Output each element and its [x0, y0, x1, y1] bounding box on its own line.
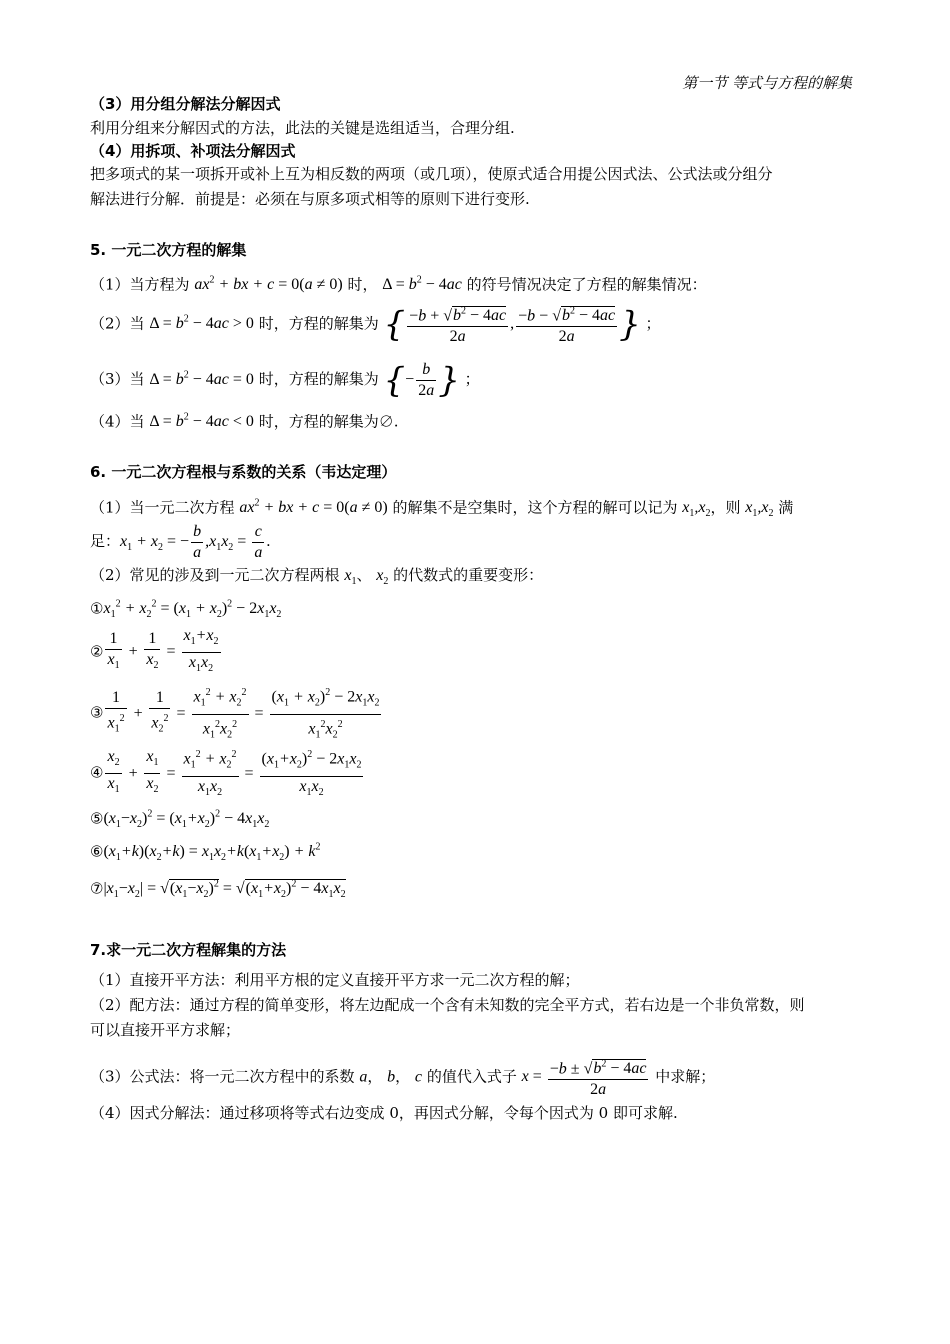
s4-body-line1: 把多项式的某一项拆开或补上互为相反数的两项（或几项），使原式适合用提公因式法、公式法或分组分: [90, 165, 773, 183]
s7-line2a: （2）配方法：通过方程的简单变形，将左边配成一个含有未知数的完全平方式，若右边是一个非负常数，则: [90, 996, 805, 1014]
var-a: a: [359, 1068, 368, 1086]
s5-l3-text-b: 时，方程的解集为: [258, 370, 379, 389]
formula-quadratic-2: $ax^2$ + bx + c = 0(a ≠ 0): [239, 498, 388, 517]
formula-x2: $x_2$: [376, 567, 389, 588]
identity-2: ② $\frac{1}{x_1}$ + $\frac{1}{x_2}$ = $\frac{x_1+x_2}{x_1x_2}$: [90, 627, 219, 675]
formula-roots: $x_1,x_2$: [682, 499, 711, 520]
s5-l2-text-a: （2）当: [90, 314, 145, 333]
s7-line2b: 可以直接开平方求解；: [90, 1021, 241, 1039]
s5-line1: [90, 271, 707, 295]
s6-title: 6. 一元二次方程根与系数的关系（韦达定理）: [90, 463, 397, 481]
identity-3: ③ $\frac{1}{x_1^2}$ + $\frac{1}{x_2^2}$ = $\frac{x_1^2 + x_2^2}{x_1^2x_2^2}$ = $\frac{(x_1 + x_2)^2 - 2x_1x_2}{x_1^2x_2^2}$: [90, 683, 383, 745]
s7-l3-text-b: ，: [367, 1067, 383, 1086]
item-number-5: ⑤: [90, 809, 104, 828]
s3-body: 利用分组来分解因式的方法，此法的关键是选组适当，合理分组.: [90, 119, 515, 137]
s5-l2-text-c: ；: [645, 314, 661, 333]
s6-l1-text-d: 满: [778, 498, 794, 517]
s5-line4: [90, 408, 399, 432]
s6-l1-text-a: （1）当一元二次方程: [90, 498, 235, 517]
s6-l2-text-c: 的代数式的重要变形：: [393, 566, 544, 584]
s5-l3-text-c: ；: [464, 370, 480, 389]
formula-roots-2: $x_1,x_2$: [745, 499, 774, 520]
s7-line3: [90, 1055, 715, 1100]
formula-double-root: {− $\frac{b}{2a}$ }: [383, 360, 460, 401]
formula-quadratic-formula: x = $\frac{-b \pm √b^2 - 4ac}{2a}$: [522, 1068, 651, 1085]
s6-l2-text-a: （2）常见的涉及到一元二次方程两根: [90, 566, 340, 584]
s5-l4-text-b: 时，方程的解集为∅.: [258, 412, 399, 431]
s5-l2-text-b: 时，方程的解集为: [258, 314, 379, 333]
identity-4: ④ $\frac{x_2}{x_1}$ + $\frac{x_1}{x_2}$ = $\frac{x_1^2 + x_2^2}{x_1x_2}$ = $\frac{(x_1+x_2)^2 - 2x_1x_2}{x_1x_2}$: [90, 745, 365, 803]
s7-l3-text-c: ，: [395, 1067, 411, 1086]
s7-title: 7.求一元二次方程解集的方法: [90, 941, 287, 959]
s6-l2-text-b: 、: [356, 566, 372, 584]
s5-title: 5. 一元二次方程的解集: [90, 241, 247, 259]
s6-line1: [90, 494, 793, 525]
formula-vieta: $x_1 + x_2$ = − $\frac{b}{a}$ $,x_1x_2$ = $\frac{c}{a}$ .: [120, 523, 271, 561]
s6-l1-text-c: ，则: [710, 498, 741, 517]
var-b: b: [387, 1068, 396, 1086]
s5-line3: [90, 360, 480, 401]
s7-l3-text-a: （3）公式法：将一元二次方程中的系数: [90, 1067, 355, 1086]
s3-title: （3）用分组分解法分解因式: [90, 95, 281, 113]
s7-line1: （1）直接开平方法：利用平方根的定义直接开平方求一元二次方程的解；: [90, 971, 580, 989]
s7-l3-text-e: 中求解；: [655, 1067, 716, 1086]
identity-1: $①x_1^2 + x_2^2 = (x_1 + x_2)^2 - 2x_1x_2$: [90, 599, 282, 621]
formula-delta-zero: $\Delta = b^2 - 4ac = 0$: [149, 369, 254, 389]
identity-5: $⑤(x_1-x_2)^2 = (x_1+x_2)^2 - 4x_1x_2$: [90, 809, 270, 831]
item-number-2: ②: [90, 642, 104, 661]
formula-discriminant: $\Delta = b^2 - 4ac$: [382, 275, 462, 294]
var-c: c: [414, 1068, 423, 1086]
s5-line2: [90, 302, 661, 347]
formula-quadratic: $ax^2$ + bx + c = 0(a ≠ 0): [194, 275, 343, 294]
s6-line2: [90, 565, 543, 592]
item-number-6: ⑥: [90, 842, 104, 861]
item-number-3: ③: [90, 703, 104, 722]
formula-delta-positive: $\Delta = b^2 - 4ac > 0$: [149, 314, 254, 333]
s4-title: （4）用拆项、补项法分解因式: [90, 142, 296, 160]
identity-7: $⑦|x_1-x_2| = √(x_1-x_2)^2 = √(x_1+x_2)^2 - 4x_1x_2$: [90, 879, 346, 901]
s5-l3-text-a: （3）当: [90, 370, 145, 389]
s5-l4-text-a: （4）当: [90, 412, 145, 431]
formula-delta-negative: $\Delta = b^2 - 4ac < 0$: [149, 412, 254, 431]
s4-body-line2: 解法进行分解．前提是：必须在与原多项式相等的原则下进行变形.: [90, 190, 530, 208]
s7-line4: （4）因式分解法：通过移项将等式右边变成 0，再因式分解，令每个因式为 0 即可求解.: [90, 1104, 678, 1122]
identity-6: $⑥(x_1+k)(x_2+k) = x_1x_2+k(x_1+x_2) + k^2$: [90, 842, 321, 864]
page-header: 第一节 等式与方程的解集: [682, 74, 852, 92]
s7-l3-text-d: 的值代入式子: [426, 1067, 517, 1086]
formula-x1: $x_1$: [344, 567, 357, 588]
item-number-1: ①: [90, 599, 104, 618]
s6-line1-cont: [90, 522, 270, 563]
s6-l1-text-b: 的解集不是空集时，这个方程的解可以记为: [392, 498, 678, 517]
item-number-4: ④: [90, 763, 104, 782]
item-number-7: ⑦: [90, 879, 104, 898]
formula-two-roots: { $\frac{-b + √b^2 - 4ac}{2a}$ , $\frac{-b - √b^2 - 4ac}{2a}$ }: [384, 315, 641, 332]
s6-l1-text-e: 足：: [90, 532, 121, 551]
s5-l1-text-c: 的符号情况决定了方程的解集情况：: [466, 275, 707, 294]
s5-l1-text-b: 时，: [347, 275, 378, 294]
s5-l1-text-a: （1）当方程为: [90, 275, 190, 294]
